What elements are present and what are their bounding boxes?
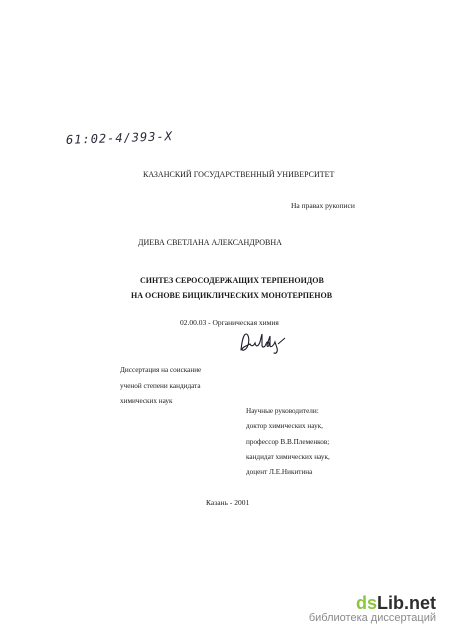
logo-ds: ds bbox=[355, 593, 377, 613]
dissertation-degree-block bbox=[120, 363, 201, 410]
logo-net: .net bbox=[403, 593, 436, 613]
specialty-code: 02.00.03 - Органическая химия bbox=[180, 318, 279, 327]
university-name: КАЗАНСКИЙ ГОСУДАРСТВЕННЫЙ УНИВЕРСИТЕТ bbox=[143, 170, 335, 179]
supervisor-line: доцент Л.Е.Никитина bbox=[246, 468, 313, 477]
dslib-tagline: библиотека диссертаций bbox=[308, 612, 436, 624]
supervisor-line: профессор В.В.Племенков; bbox=[246, 437, 330, 446]
supervisors-heading: Научные руководители: bbox=[246, 407, 319, 415]
supervisor-line: кандидат химических наук, bbox=[246, 452, 330, 461]
dissertation-line: Диссертация на соискание bbox=[120, 366, 202, 374]
dslib-logo bbox=[309, 593, 436, 614]
supervisors-block bbox=[246, 404, 330, 480]
logo-lib: Lib bbox=[376, 593, 404, 613]
author-signature bbox=[238, 330, 290, 354]
supervisor-line: доктор химических наук, bbox=[246, 422, 323, 431]
thesis-title-line-2: НА ОСНОВЕ БИЦИКЛИЧЕСКИХ МОНОТЕРПЕНОВ bbox=[131, 291, 333, 300]
dissertation-line: химических наук bbox=[120, 397, 173, 405]
dissertation-line: ученой степени кандидата bbox=[120, 381, 201, 390]
thesis-title-line-1: СИНТЕЗ СЕРОСОДЕРЖАЩИХ ТЕРПЕНОИДОВ bbox=[140, 276, 324, 285]
author-name: ДИЕВА СВЕТЛАНА АЛЕКСАНДРОВНА bbox=[138, 238, 282, 247]
dslib-watermark bbox=[309, 593, 436, 624]
manuscript-rights-note: На правах рукописи bbox=[291, 201, 355, 210]
city-year: Казань - 2001 bbox=[206, 498, 250, 507]
handwritten-catalog-code: 61:02-4/393-X bbox=[65, 129, 174, 147]
